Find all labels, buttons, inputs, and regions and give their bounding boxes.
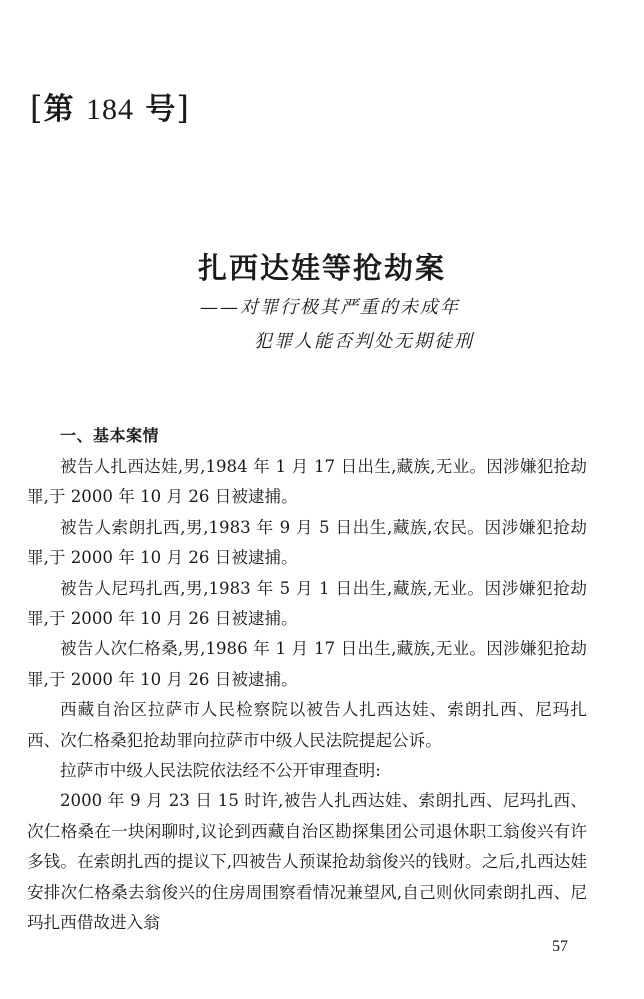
open-bracket: [: [30, 89, 44, 127]
case-number: [30, 84, 190, 128]
paragraph: 被告人索朗扎西,男,1983 年 9 月 5 日出生,藏族,农民。因涉嫌犯抢劫罪,于 2000 年 10 月 26 日被逮捕。: [27, 517, 587, 568]
paragraph: 拉萨市中级人民法院依法经不公开审理查明:: [60, 761, 381, 781]
page-number: 57: [552, 938, 568, 955]
paragraph: 被告人尼玛扎西,男,1983 年 5 月 1 日出生,藏族,无业。因涉嫌犯抢劫罪,于 2000 年 10 月 26 日被逮捕。: [27, 578, 587, 629]
close-bracket: ]: [176, 89, 190, 127]
subtitle-line-1: ——对罪行极其严重的未成年: [200, 297, 460, 318]
section-heading: 一、基本案情: [60, 426, 160, 445]
paragraph: 2000 年 9 月 23 日 15 时许,被告人扎西达娃、索朗扎西、尼玛扎西、次仁格桑在一块闲聊时,议论到西藏自治区勘探集团公司退休职工翁俊兴有许多钱。在索朗扎西的提议下,四被告人预谋抢劫翁俊兴的钱财。之后,扎西达娃安排次仁格桑去翁俊兴的住房周围察看情况兼望风,自己则伙同索朗扎西、尼玛扎西借故进入翁: [27, 791, 587, 933]
body-text: [27, 452, 587, 939]
paragraph: 被告人次仁格桑,男,1986 年 1 月 17 日出生,藏族,无业。因涉嫌犯抢劫罪,于 2000 年 10 月 26 日被逮捕。: [27, 639, 587, 689]
case-title: 扎西达娃等抢劫案: [197, 251, 446, 285]
subtitle-line-2: 犯罪人能否判处无期徒刑: [254, 331, 474, 352]
paragraph: 西藏自治区拉萨市人民检察院以被告人扎西达娃、索朗扎西、尼玛扎西、次仁格桑犯抢劫罪向拉萨市中级人民法院提起公诉。: [27, 700, 587, 750]
paragraph: 被告人扎西达娃,男,1984 年 1 月 17 日出生,藏族,无业。因涉嫌犯抢劫罪,于 2000 年 10 月 26 日被逮捕。: [27, 457, 587, 507]
case-number-value: 184: [85, 93, 134, 126]
case-label-prefix: 第: [43, 92, 75, 127]
case-label-suffix: 号: [145, 92, 177, 127]
